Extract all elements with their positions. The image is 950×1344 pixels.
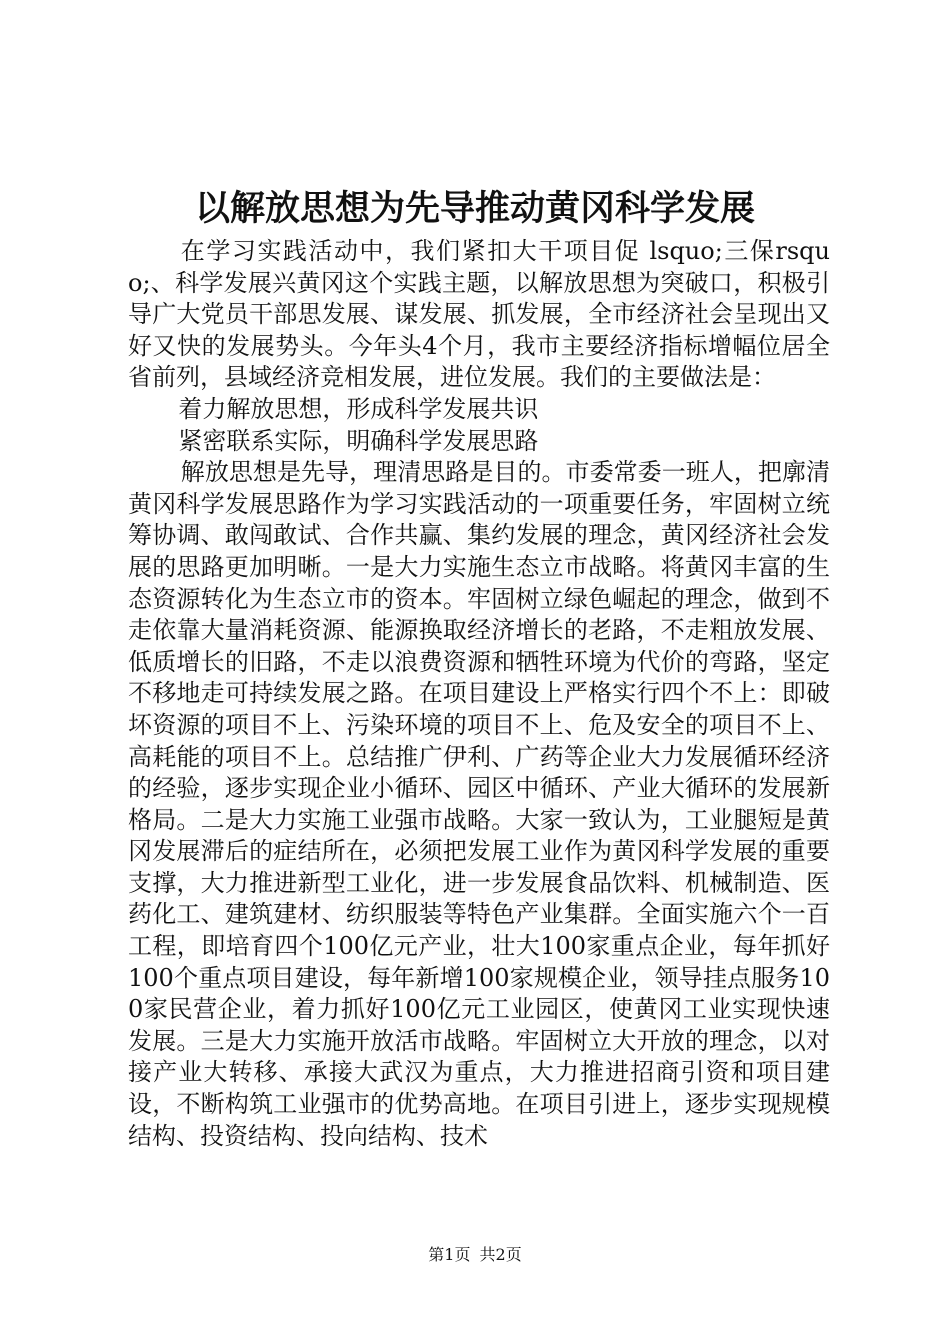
paragraph-intro: 在学习实践活动中，我们紧扣大干项目促 lsquo;三保rsquo;、科学发展兴黄冈这个实践主题，以解放思想为突破口，积极引导广大党员干部思发展、谋发展、抓发展，全市经济社会呈现出又好又快的发展势头。今年头4个月，我市主要经济指标增幅位居全省前列，县域经济竞相发展，进位发展。我们的主要做法是： — [128, 237, 830, 392]
section-heading-2: 紧密联系实际，明确科学发展思路 — [178, 426, 539, 455]
page-total: 共2页 — [479, 1245, 522, 1264]
document-title: 以解放思想为先导推动黄冈科学发展 — [194, 188, 755, 229]
document-body — [128, 236, 830, 1152]
page-number: 第1页 — [428, 1245, 471, 1264]
section-heading-1: 着力解放思想，形成科学发展共识 — [178, 394, 539, 423]
paragraph-main: 解放思想是先导，理清思路是目的。市委常委一班人，把廓清黄冈科学发展思路作为学习实践活动的一项重要任务，牢固树立统筹协调、敢闯敢试、合作共赢、集约发展的理念，黄冈经济社会发展的思路更加明晰。一是大力实施生态立市战略。将黄冈丰富的生态资源转化为生态立市的资本。牢固树立绿色崛起的理念，做到不走依靠大量消耗资源、能源换取经济增长的老路，不走粗放发展、低质增长的旧路，不走以浪费资源和牺牲环境为代价的弯路，坚定不移地走可持续发展之路。在项目建设上严格实行四个不上：即破坏资源的项目不上、污染环境的项目不上、危及安全的项目不上、高耗能的项目不上。总结推广伊利、广药等企业大力发展循环经济的经验，逐步实现企业小循环、园区中循环、产业大循环的发展新格局。二是大力实施工业强市战略。大家一致认为，工业腿短是黄冈发展滞后的症结所在，必须把发展工业作为黄冈科学发展的重要支撑，大力推进新型工业化，进一步发展食品饮料、机械制造、医药化工、建筑建材、纺织服装等特色产业集群。全面实施六个一百工程，即培育四个100亿元产业，壮大100家重点企业，每年抓好100个重点项目建设，每年新增100家规模企业，领导挂点服务100家民营企业，着力抓好100亿元工业园区，使黄冈工业实现快速发展。三是大力实施开放活市战略。牢固树立大开放的理念，以对接产业大转移、承接大武汉为重点，大力推进招商引资和项目建设，不断构筑工业强市的优势高地。在项目引进上，逐步实现规模结构、投资结构、投向结构、技术 — [128, 458, 830, 1150]
page-footer — [0, 1244, 950, 1266]
